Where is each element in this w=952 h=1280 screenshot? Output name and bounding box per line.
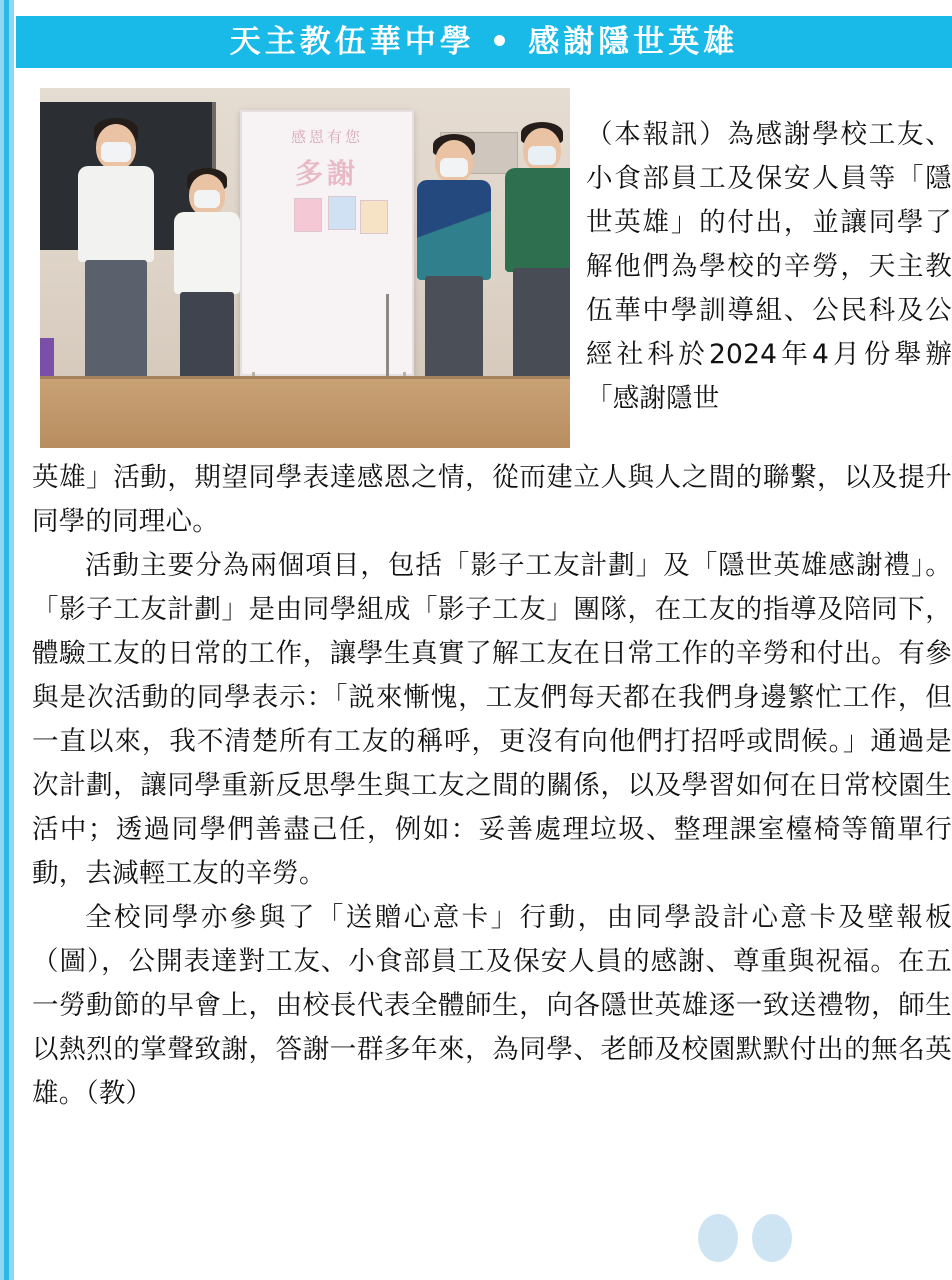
article-photo <box>40 88 570 448</box>
board-big-text: 多謝 <box>294 157 359 190</box>
paragraph-lead: （本報訊）為感謝學校工友、小食部員工及保安人員等「隱世英雄」的付出，並讓同學了解他們為學校的辛勞，天主教伍華中學訓導組、公民科及公經社科於2024年4月份舉辦「感謝隱世 <box>586 118 952 414</box>
face-mask <box>528 146 556 165</box>
board-title: 感恩有您 <box>290 128 363 146</box>
decorative-dot <box>752 1214 792 1262</box>
purple-object <box>40 338 54 378</box>
left-decorative-band <box>0 0 14 1280</box>
board-card <box>294 198 322 232</box>
face-mask <box>101 142 131 162</box>
board-card <box>328 196 356 230</box>
article-body <box>32 456 952 1116</box>
left-band-accent <box>4 0 9 1280</box>
page-title: 天主教伍華中學 • 感謝隱世英雄 <box>229 23 739 60</box>
paragraph-2: 活動主要分為兩個項目，包括「影子工友計劃」及「隱世英雄感謝禮」。「影子工友計劃」是由同學組成「影子工友」團隊，在工友的指導及陪同下，體驗工友的日常的工作，讓學生真實了解工友在日常工作的辛勞和付出。有參與是次活動的同學表示：「説來慚愧，工友們每天都在我們身邊繁忙工作，但一直以來，我不清楚所有工友的稱呼，更沒有向他們打招呼或問候。」通過是次計劃，讓同學重新反思學生與工友之間的關係，以及學習如何在日常校園生活中；透過同學們善盡己任，例如：妥善處理垃圾、整理課室檯椅等簡單行動，去減輕工友的辛勞。 <box>32 550 952 889</box>
face-mask <box>440 158 468 177</box>
decorative-dot <box>698 1214 738 1262</box>
article-page <box>16 0 952 1280</box>
paragraph-3: 全校同學亦參與了「送贈心意卡」行動，由同學設計心意卡及壁報板（圖），公開表達對工友、小食部員工及保安人員的感謝、尊重與祝福。在五一勞動節的早會上，由校長代表全體師生，向各隱世英雄逐一致送禮物，師生以熱烈的掌聲致謝，答謝一群多年來，為同學、老師及校園默默付出的無名英雄。（教） <box>32 902 952 1109</box>
face-mask <box>194 190 220 208</box>
paragraph-lead-continued: 英雄」活動，期望同學表達感恩之情，從而建立人與人之間的聯繫，以及提升同學的同理心。 <box>32 462 952 537</box>
headline-bar <box>16 16 952 68</box>
torso <box>174 212 240 294</box>
torso <box>78 166 154 262</box>
torso <box>417 180 491 280</box>
board-card <box>360 200 388 234</box>
photo-floor <box>40 376 570 448</box>
lead-paragraph-column <box>586 86 952 447</box>
torso <box>505 168 570 272</box>
